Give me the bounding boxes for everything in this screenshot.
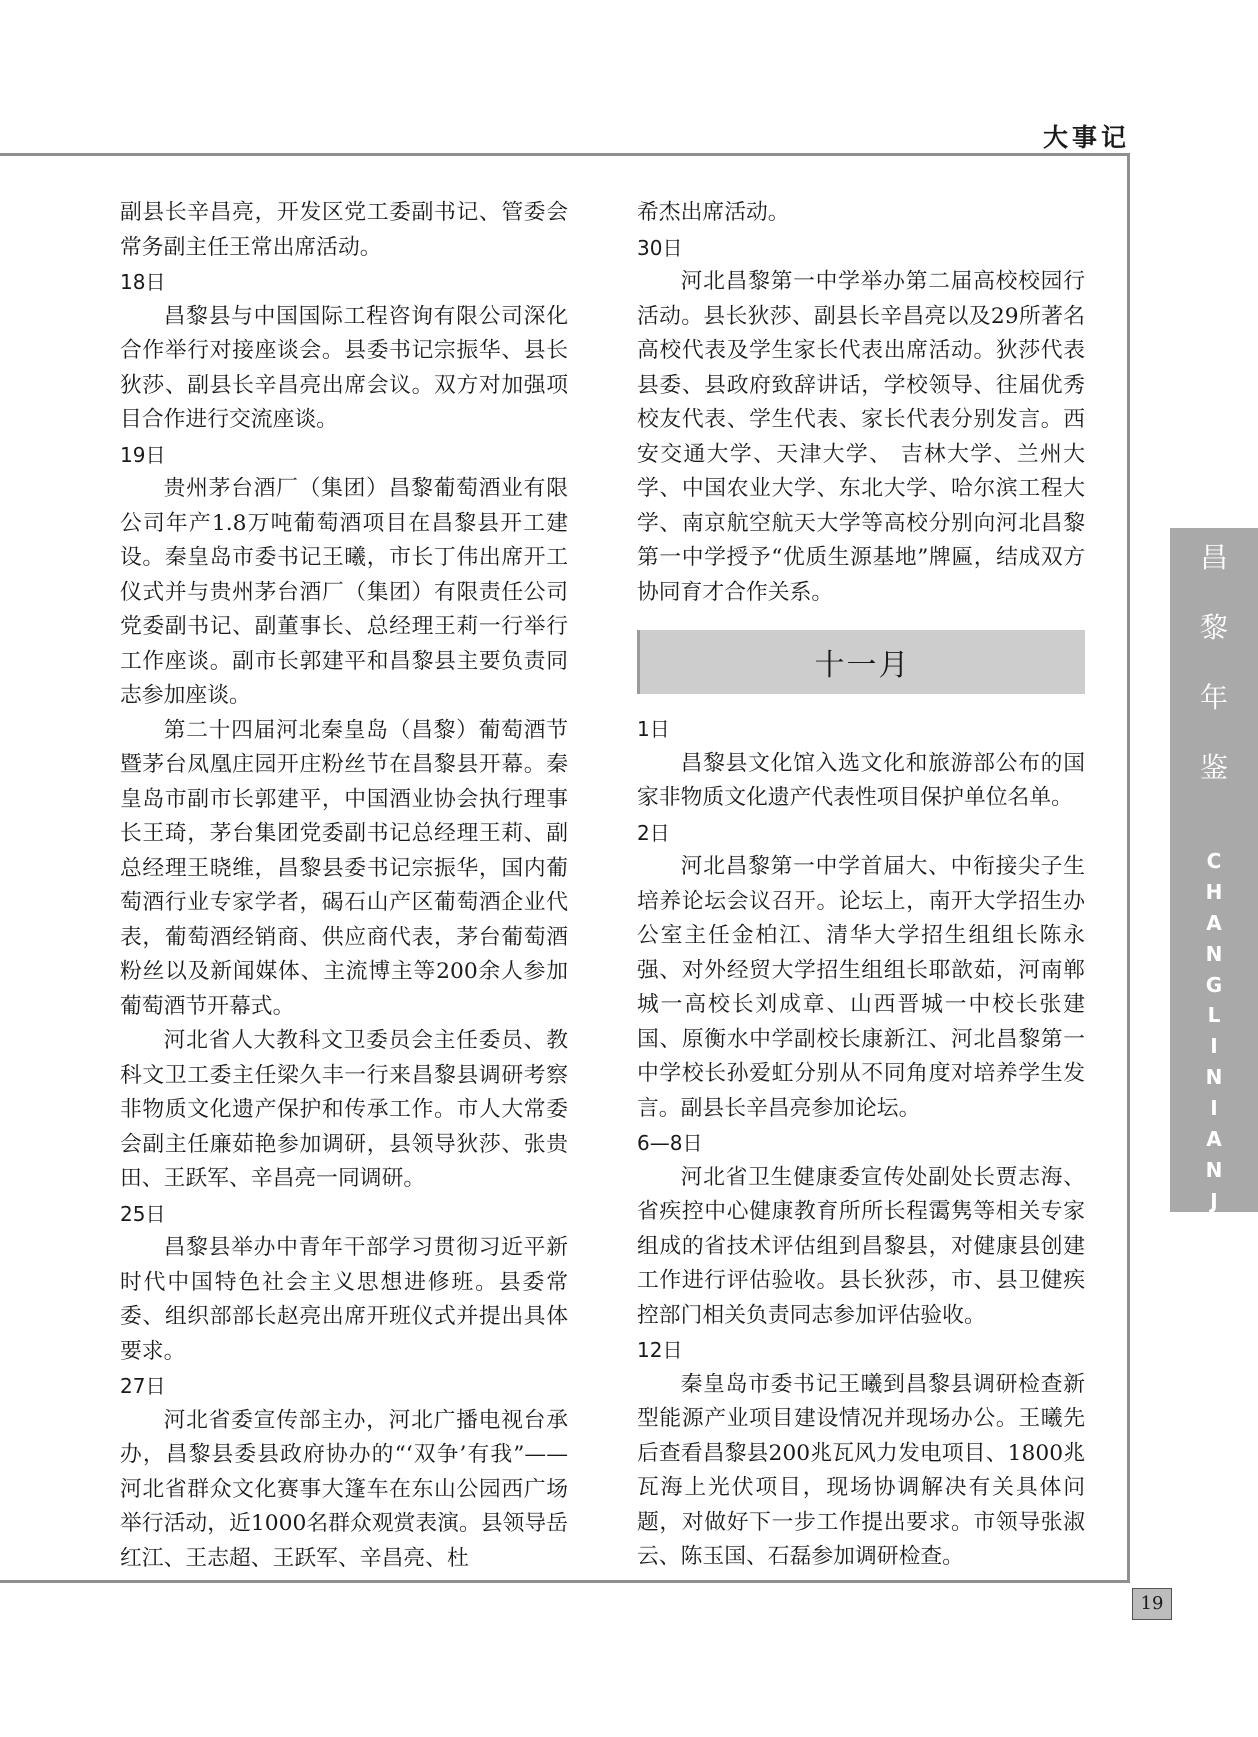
pinyin-letter: N	[1205, 1281, 1223, 1306]
side-title-char: 鉴	[1199, 751, 1228, 784]
paragraph: 昌黎县与中国国际工程咨询有限公司深化合作举行对接座谈会。县委书记宗振华、县长狄莎、副县长辛昌亮出席会议。双方对加强项目合作进行交流座谈。	[120, 303, 568, 432]
paragraph: 昌黎县举办中青年干部学习贯彻习近平新时代中国特色社会主义思想进修班。县委常委、组织部部长赵亮出席开班仪式并提出具体要求。	[120, 1235, 568, 1364]
month-heading-box	[637, 630, 1085, 694]
date-heading: 27日	[120, 1374, 166, 1398]
pinyin-letter: A	[1206, 910, 1222, 935]
frame-right-rule	[1127, 153, 1130, 1583]
paragraph: 第二十四届河北秦皇岛（昌黎）葡萄酒节暨茅台凤凰庄园开庄粉丝节在昌黎县开幕。秦皇岛市副市长郭建平，中国酒业协会执行理事长王琦，茅台集团党委副书记总经理王莉、副总经理王晓维，昌黎县委书记宗振华，国内葡萄酒行业专家学者，碣石山产区葡萄酒企业代表，葡萄酒经销商、供应商代表，茅台葡萄酒粉丝以及新闻媒体、主流博主等200余人参加葡萄酒节开幕式。	[120, 717, 568, 1019]
pinyin-letter: H	[1205, 879, 1223, 904]
paragraph: 希杰出席活动。	[637, 200, 790, 225]
date-heading: 30日	[637, 235, 683, 260]
date-heading: 6—8日	[637, 1131, 703, 1155]
paragraph: 河北昌黎第一中学举办第二届高校校园行活动。县长狄莎、副县长辛昌亮以及29所著名高校代表及学生家长代表出席活动。狄莎代表县委、县政府致辞讲话，学校领导、往届优秀校友代表、学生代表、家长代表分别发言。西安交通大学、天津大学、 吉林大学、兰州大学、中国农业大学、东北大学、哈尔滨工程大学、南京航空航天大学等高校分别向河北昌黎第一中学授予“优质生源基地”牌匾，结成双方协同育才合作关系。	[637, 269, 1085, 605]
date-heading: 18日	[120, 270, 166, 294]
pinyin-letter: J	[1210, 1188, 1218, 1213]
paragraph: 副县长辛昌亮，开发区党工委副书记、管委会常务副主任王常出席活动。	[120, 200, 568, 260]
pinyin-letter: G	[1205, 972, 1223, 997]
paragraph: 河北昌黎第一中学首届大、中衔接尖子生培养论坛会议召开。论坛上，南开大学招生办公室主任金柏江、清华大学招生组组长陈永强、对外经贸大学招生组组长耶歆茹，河南郸城一高校长刘成章、山西晋城一中校长张建国、原衡水中学副校长康新江、河北昌黎第一中学校长孙爱虹分别从不同角度对培养学生发言。副县长辛昌亮参加论坛。	[637, 854, 1085, 1121]
frame-top-rule	[0, 153, 1130, 156]
date-heading: 1日	[637, 717, 670, 741]
pinyin-letter: C	[1206, 849, 1222, 873]
left-column	[120, 196, 568, 1576]
pinyin-letter: A	[1206, 1250, 1222, 1275]
pinyin-letter: L	[1207, 1003, 1221, 1028]
pinyin-letter: I	[1210, 1034, 1218, 1059]
pinyin-letter: A	[1206, 1127, 1222, 1152]
pinyin-letter: I	[1210, 1219, 1218, 1244]
side-title-char: 昌	[1199, 541, 1228, 574]
side-title-char: 黎	[1199, 611, 1228, 644]
date-heading: 25日	[120, 1201, 166, 1226]
paragraph: 河北省委宣传部主办，河北广播电视台承办，昌黎县委县政府协办的“‘双争’有我”——河北省群众文化赛事大篷车在东山公园西广场举行活动，近1000名群众观赏表演。县领导岳红江、王志超、王跃军、辛昌亮、杜	[120, 1407, 568, 1571]
paragraph: 河北省人大教科文卫委员会主任委员、教科文卫工委主任梁久丰一行来昌黎县调研考察非物质文化遗产保护和传承工作。市人大常委会副主任廉茹艳参加调研，县领导狄莎、张贵田、王跃军、辛昌亮一同调研。	[120, 1028, 568, 1191]
right-column	[637, 196, 1085, 1575]
date-heading: 19日	[120, 442, 166, 467]
section-title: 大事记	[1042, 123, 1130, 152]
pinyin-letter: I	[1210, 1096, 1218, 1121]
page-number: 19	[1132, 1588, 1172, 1620]
yearbook-side-tab	[1170, 528, 1258, 1306]
frame-bottom-rule	[0, 1580, 1130, 1583]
month-heading: 十一月	[814, 648, 911, 683]
paragraph: 河北省卫生健康委宣传处副处长贾志海、省疾控中心健康教育所所长程霭隽等相关专家组成的省技术评估组到昌黎县，对健康县创建工作进行评估验收。县长狄莎，市、县卫健疾控部门相关负责同志参加评估验收。	[637, 1164, 1085, 1328]
paragraph: 贵州茅台酒厂（集团）昌黎葡萄酒业有限公司年产1.8万吨葡萄酒项目在昌黎县开工建设。秦皇岛市委书记王曦，市长丁伟出席开工仪式并与贵州茅台酒厂（集团）有限责任公司党委副书记、副董事长、总经理王莉一行举行工作座谈。副市长郭建平和昌黎县主要负责同志参加座谈。	[120, 476, 568, 708]
date-heading: 12日	[637, 1338, 683, 1362]
paragraph: 昌黎县文化馆入选文化和旅游部公布的国家非物质文化遗产代表性项目保护单位名单。	[637, 750, 1085, 810]
date-heading: 2日	[637, 820, 670, 845]
side-title-char: 年	[1199, 681, 1228, 714]
paragraph: 秦皇岛市委书记王曦到昌黎县调研检查新型能源产业项目建设情况并现场办公。王曦先后查看昌黎县200兆瓦风力发电项目、1800兆瓦海上光伏项目，现场协调解决有关具体问题，对做好下一步工作提出要求。市领导张淑云、陈玉国、石磊参加调研检查。	[637, 1371, 1085, 1569]
pinyin-letter: N	[1205, 1157, 1223, 1182]
pinyin-letter: N	[1205, 1065, 1223, 1090]
side-pinyin	[1170, 846, 1258, 1309]
pinyin-letter: N	[1205, 941, 1223, 966]
